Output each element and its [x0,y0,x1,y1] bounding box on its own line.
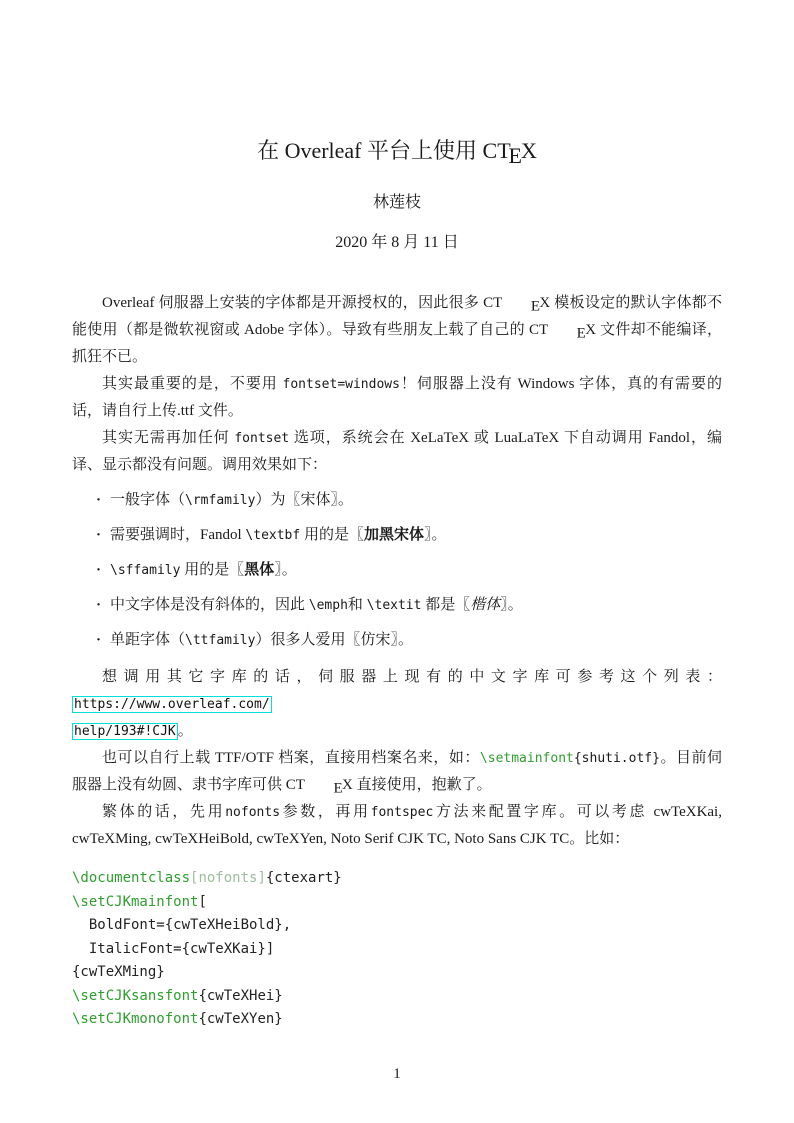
text-run: 〗。 [274,562,297,578]
inline-code: \ttfamily [185,633,256,648]
inline-code: nofonts [225,805,281,820]
kai-text-run: 楷体 [470,597,501,613]
inline-code: \textit [366,598,422,613]
inline-code: \textbf [245,528,301,543]
paragraph-3 [72,425,722,479]
inline-code: fontset=windows [282,377,400,392]
text-run: ）很多人爱用〖 [255,632,361,648]
text-run: 想调用其它字库的话，伺服器上现有的中文字库可参考这个列表： [102,669,722,685]
paragraph-2 [72,371,722,425]
text-run: 〗。 [500,597,523,613]
code-line-6 [72,985,722,1009]
page-number: 1 [393,1066,401,1082]
text-run: 其实最重要的是，不要用 [102,376,283,392]
code-arg: {cwTeXHei} [198,987,283,1004]
date: 2020 年 8 月 11 日 [335,234,459,251]
text-run: 中文字体是没有斜体的，因此 [110,597,309,613]
author: 林莲枝 [372,194,421,211]
text-run: 〗。 [424,527,447,543]
text-run: 〗。 [390,632,414,648]
paragraph-4-line-2 [72,718,722,745]
code-command: \setCJKsansfont [72,987,199,1004]
text-run: 方法来配置字库。可以考虑 cwTeXKai, cwTeXMing, cwTeXHeiBold, cwTeXYen, Noto Serif CJK TC, Noto Sans CJK TC。比如： [72,804,722,847]
code-line-3 [72,914,722,938]
code-text: BoldFont={cwTeXHeiBold}, [72,917,292,933]
list-item-ttfamily [72,627,722,654]
text-run: 参数，再用 [280,804,371,820]
inline-code: \sffamily [110,563,181,578]
text-run: 也可以自行上载 TTF/OTF 档案，直接用档案名来，如： [102,750,480,766]
inline-code-command: \setmainfont [479,751,574,766]
ctex-logo [285,777,353,797]
page-content [0,136,794,1032]
ctex-logo [483,295,551,315]
text-run: 繁体的话，先用 [102,804,226,820]
text-run: 单距字体（ [110,632,186,648]
ctex-logo-ct: CT [483,295,503,311]
ctex-logo-e: E [576,325,586,342]
code-text: ItalicFont={cwTeXKai}] [72,940,275,957]
paragraph-4-line-1 [72,664,722,718]
text-run: 直接使用，抱歉了。 [352,777,492,793]
text-run: 。 [177,723,193,739]
bullet-list [72,487,722,654]
code-arg: {ctexart} [265,870,342,886]
code-line-4 [72,938,722,962]
ctex-logo [528,322,597,342]
ctex-logo-ct: CT [528,322,549,338]
list-item-rmfamily [72,487,722,514]
ctex-logo [482,138,537,168]
inline-code: fontset [234,431,290,446]
text-run: 用的是〖 [180,562,245,578]
code-arg: {cwTeXYen} [198,1011,283,1027]
inline-code: fontspec [370,805,434,820]
inline-code: {shuti.otf} [573,751,660,766]
paragraph-5 [72,745,722,799]
code-line-2 [72,891,722,915]
ctex-logo-e: E [508,142,522,168]
code-line-5 [72,961,722,985]
ctex-logo-x: X [585,322,597,338]
code-command: \documentclass [72,870,191,886]
code-line-1 [72,867,722,891]
ctex-logo-x: X [521,138,537,163]
code-text: {cwTeXMing} [72,964,165,980]
page-title [72,136,722,166]
text-run: 用的是〖 [300,527,364,543]
ctex-logo-x: X [539,295,551,311]
paragraph-1 [72,290,722,371]
overleaf-help-link-part-2[interactable]: help/193#!CJK [74,724,176,739]
text-run: 其实无需再加任何 [102,430,235,446]
code-block [72,867,722,1032]
text-run: 文件却不能编译，抓狂不已。 [72,322,722,365]
text-run: 都是〖 [421,597,471,613]
overleaf-help-link-part-1[interactable]: https://www.overleaf.com/ [74,697,270,712]
code-arg: [ [198,893,207,910]
inline-code: \emph [308,598,348,613]
code-command: \setCJKmainfont [72,893,199,910]
fangsong-text-run: 仿宋 [360,632,391,648]
ctex-logo-ct: CT [482,138,511,163]
text-run: 模板设定的默认字体都不能使用（都是微软视窗或 Adobe 字体）。导致有些朋友上载了自己的 [72,295,722,338]
text-run: 一般字体（ [110,492,186,508]
text-run: 需要强调时，Fandol [110,527,246,543]
ctex-logo-ct: CT [285,777,305,793]
list-item-sffamily [72,557,722,584]
ctex-logo-e: E [333,780,343,797]
ctex-logo-e: E [530,298,541,315]
list-item-emph [72,592,722,619]
bold-text-run: 加黑宋体 [363,527,424,543]
code-optional-arg: [nofonts] [190,870,266,886]
text-run: Overleaf 伺服器上安装的字体都是开源授权的，因此很多 [102,295,484,311]
title-text: 在 Overleaf 平台上使用 [257,138,483,163]
code-command: \setCJKmonofont [72,1011,199,1027]
text-run: ！伺服器上没有 Windows 字体，真的有需要的话，请自行上传.ttf 文件。 [72,376,722,419]
ctex-logo-x: X [342,777,353,793]
bold-text-run: 黑体 [244,562,275,578]
list-item-textbf [72,522,722,549]
document-body [72,290,722,1032]
text-run: 。目前伺服器上没有幼圆、隶书字库可供 [72,750,722,793]
text-run: 和 [347,597,367,613]
inline-code: \rmfamily [185,493,256,508]
code-line-7 [72,1008,722,1032]
text-run: ）为〖宋体〗。 [255,492,353,508]
text-run: 选项，系统会在 XeLaTeX 或 LuaLaTeX 下自动调用 Fandol，编译、显示都没有问题。调用效果如下： [72,430,722,473]
paragraph-6 [72,799,722,853]
